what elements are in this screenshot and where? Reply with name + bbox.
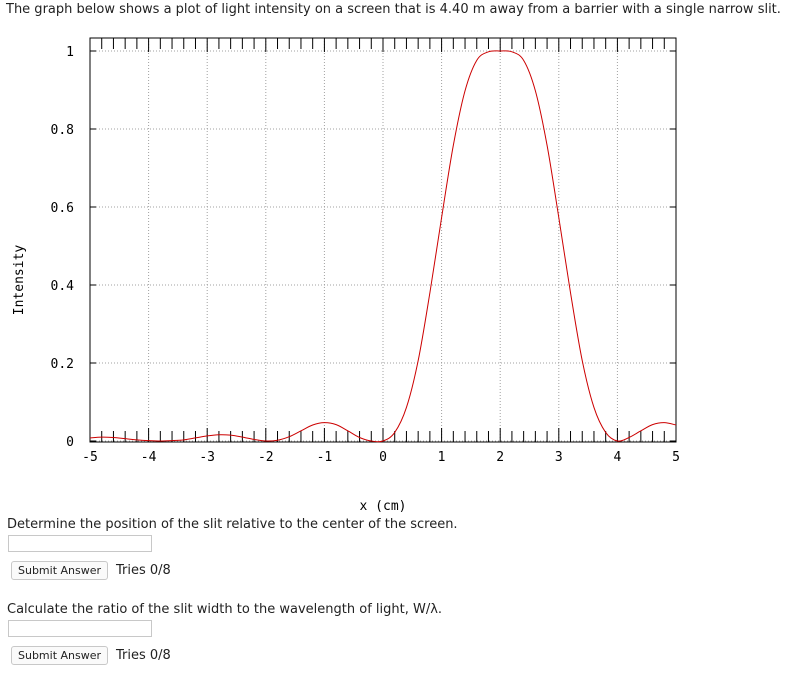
x-tick-label: 4 [613,450,622,465]
y-tick-label: 0.6 [50,201,74,216]
y-tick-label: 0.2 [50,357,74,372]
x-tick-label: -5 [82,450,98,465]
y-axis-title: Intensity [12,244,27,316]
answer-2-input[interactable] [8,620,152,637]
y-tick-label: 0.4 [50,279,74,294]
submit-answer-1-button[interactable]: Submit Answer [11,561,108,580]
x-tick-label: 0 [379,450,387,465]
y-tick-label: 0 [66,435,74,450]
x-axis-title: x (cm) [359,499,407,514]
y-axis-labels [51,45,75,450]
question-1-text: Determine the position of the slit relative to the center of the screen. [7,517,458,532]
y-tick-label: 0.8 [50,123,74,138]
x-tick-label: 5 [672,450,680,465]
x-tick-label: 3 [554,450,563,465]
x-tick-label: -2 [257,450,274,465]
x-tick-label: -4 [140,450,157,465]
tries-1-counter: Tries 0/8 [116,563,171,578]
submit-answer-2-button[interactable]: Submit Answer [11,646,108,665]
problem-statement: The graph below shows a plot of light intensity on a screen that is 4.40 m away from a barrier with a single narrow slit. [6,2,781,17]
x-tick-label: -3 [199,450,216,465]
x-tick-label: 1 [437,450,446,465]
intensity-plot [0,30,800,520]
question-2-text: Calculate the ratio of the slit width to the wavelength of light, W/λ. [7,602,443,617]
x-axis-labels [82,450,680,465]
x-tick-label: 2 [496,450,505,465]
y-tick-label: 1 [66,45,74,60]
answer-1-input[interactable] [8,535,152,552]
tries-2-counter: Tries 0/8 [116,648,171,663]
x-tick-label: -1 [316,450,333,465]
plot-grid [90,38,676,442]
